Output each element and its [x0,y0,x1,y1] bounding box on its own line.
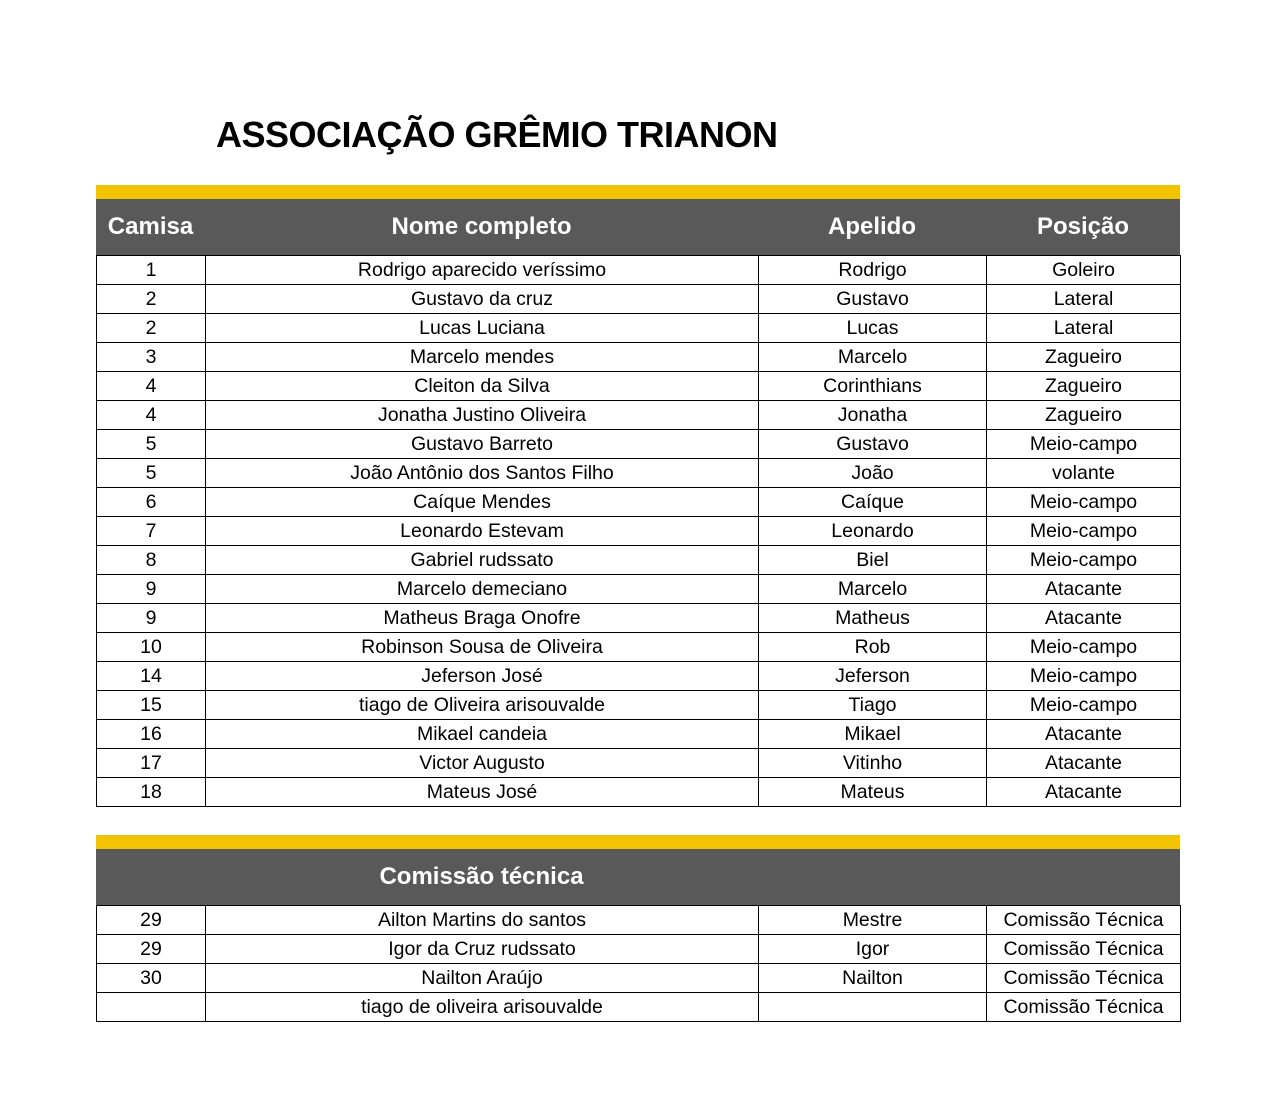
header-camisa: Camisa [107,213,194,240]
apelido-cell: Jonatha [759,401,987,430]
posicao-cell: Meio-campo [987,517,1181,546]
apelido-cell: Jeferson [759,662,987,691]
camisa-cell: 29 [97,906,206,935]
staff-row [97,906,1181,935]
camisa-cell [97,993,206,1022]
apelido-cell: Rodrigo [759,256,987,285]
player-row [97,662,1181,691]
camisa-cell: 4 [97,401,206,430]
players-table [96,255,1181,807]
posicao-cell: Atacante [987,720,1181,749]
nome-cell: Matheus Braga Onofre [206,604,759,633]
camisa-cell: 5 [97,459,206,488]
apelido-cell: Corinthians [759,372,987,401]
player-row [97,517,1181,546]
staff-accent-bar [96,835,1180,849]
camisa-cell: 16 [97,720,206,749]
posicao-cell: Comissão Técnica [987,906,1181,935]
player-row [97,430,1181,459]
posicao-cell: Atacante [987,575,1181,604]
posicao-cell: Goleiro [987,256,1181,285]
posicao-cell: Atacante [987,749,1181,778]
apelido-cell: Matheus [759,604,987,633]
apelido-cell: Biel [759,546,987,575]
apelido-cell: Marcelo [759,343,987,372]
camisa-cell: 9 [97,575,206,604]
camisa-cell: 6 [97,488,206,517]
player-row [97,401,1181,430]
apelido-cell: Tiago [759,691,987,720]
camisa-cell: 1 [97,256,206,285]
camisa-cell: 30 [97,964,206,993]
player-row [97,343,1181,372]
apelido-cell: Mikael [759,720,987,749]
player-row [97,575,1181,604]
header-apelido: Apelido [828,213,916,240]
apelido-cell: João [759,459,987,488]
header-nome-completo: Nome completo [391,213,572,240]
camisa-cell: 8 [97,546,206,575]
camisa-cell: 17 [97,749,206,778]
nome-cell: Robinson Sousa de Oliveira [206,633,759,662]
nome-cell: Gustavo Barreto [206,430,759,459]
camisa-cell: 5 [97,430,206,459]
apelido-cell: Marcelo [759,575,987,604]
players-accent-bar [96,185,1180,199]
player-row [97,285,1181,314]
posicao-cell: Zagueiro [987,343,1181,372]
player-row [97,546,1181,575]
posicao-cell: Meio-campo [987,633,1181,662]
nome-cell: Igor da Cruz rudssato [206,935,759,964]
posicao-cell: Zagueiro [987,372,1181,401]
nome-cell: Caíque Mendes [206,488,759,517]
posicao-cell: Meio-campo [987,546,1181,575]
posicao-cell: Zagueiro [987,401,1181,430]
player-row [97,372,1181,401]
camisa-cell: 2 [97,285,206,314]
apelido-cell: Igor [759,935,987,964]
player-row [97,720,1181,749]
nome-cell: Marcelo demeciano [206,575,759,604]
player-row [97,488,1181,517]
camisa-cell: 15 [97,691,206,720]
nome-cell: Ailton Martins do santos [206,906,759,935]
apelido-cell: Vitinho [759,749,987,778]
nome-cell: Lucas Luciana [206,314,759,343]
posicao-cell: Lateral [987,285,1181,314]
header-posicao: Posição [1036,213,1130,240]
posicao-cell: Comissão Técnica [987,993,1181,1022]
nome-cell: tiago de Oliveira arisouvalde [206,691,759,720]
player-row [97,459,1181,488]
nome-cell: Cleiton da Silva [206,372,759,401]
camisa-cell: 10 [97,633,206,662]
apelido-cell: Gustavo [759,285,987,314]
camisa-cell: 14 [97,662,206,691]
staff-row [97,993,1181,1022]
player-row [97,633,1181,662]
nome-cell: Gustavo da cruz [206,285,759,314]
apelido-cell: Leonardo [759,517,987,546]
posicao-cell: Comissão Técnica [987,964,1181,993]
staff-table-header [96,849,1180,905]
camisa-cell: 3 [97,343,206,372]
nome-cell: Mateus José [206,778,759,807]
posicao-cell: Meio-campo [987,662,1181,691]
player-row [97,314,1181,343]
posicao-cell: Meio-campo [987,691,1181,720]
staff-header-title: Comissão técnica [379,863,584,890]
camisa-cell: 2 [97,314,206,343]
posicao-cell: Atacante [987,778,1181,807]
camisa-cell: 9 [97,604,206,633]
nome-cell: Marcelo mendes [206,343,759,372]
nome-cell: Mikael candeia [206,720,759,749]
player-row [97,691,1181,720]
nome-cell: João Antônio dos Santos Filho [206,459,759,488]
nome-cell: Jeferson José [206,662,759,691]
camisa-cell: 29 [97,935,206,964]
camisa-cell: 18 [97,778,206,807]
posicao-cell: Lateral [987,314,1181,343]
apelido-cell: Rob [759,633,987,662]
player-row [97,604,1181,633]
player-row [97,778,1181,807]
page-title: ASSOCIAÇÃO GRÊMIO TRIANON [216,114,778,155]
apelido-cell: Gustavo [759,430,987,459]
posicao-cell: Comissão Técnica [987,935,1181,964]
nome-cell: Jonatha Justino Oliveira [206,401,759,430]
camisa-cell: 7 [97,517,206,546]
apelido-cell: Caíque [759,488,987,517]
staff-row [97,964,1181,993]
player-row [97,256,1181,285]
players-table-header [96,199,1180,255]
posicao-cell: volante [987,459,1181,488]
apelido-cell: Nailton [759,964,987,993]
player-row [97,749,1181,778]
posicao-cell: Meio-campo [987,430,1181,459]
nome-cell: Victor Augusto [206,749,759,778]
posicao-cell: Atacante [987,604,1181,633]
posicao-cell: Meio-campo [987,488,1181,517]
apelido-cell [759,993,987,1022]
nome-cell: Nailton Araújo [206,964,759,993]
staff-table [96,905,1181,1022]
nome-cell: tiago de oliveira arisouvalde [206,993,759,1022]
nome-cell: Leonardo Estevam [206,517,759,546]
apelido-cell: Mestre [759,906,987,935]
nome-cell: Rodrigo aparecido veríssimo [206,256,759,285]
nome-cell: Gabriel rudssato [206,546,759,575]
apelido-cell: Mateus [759,778,987,807]
camisa-cell: 4 [97,372,206,401]
apelido-cell: Lucas [759,314,987,343]
staff-row [97,935,1181,964]
